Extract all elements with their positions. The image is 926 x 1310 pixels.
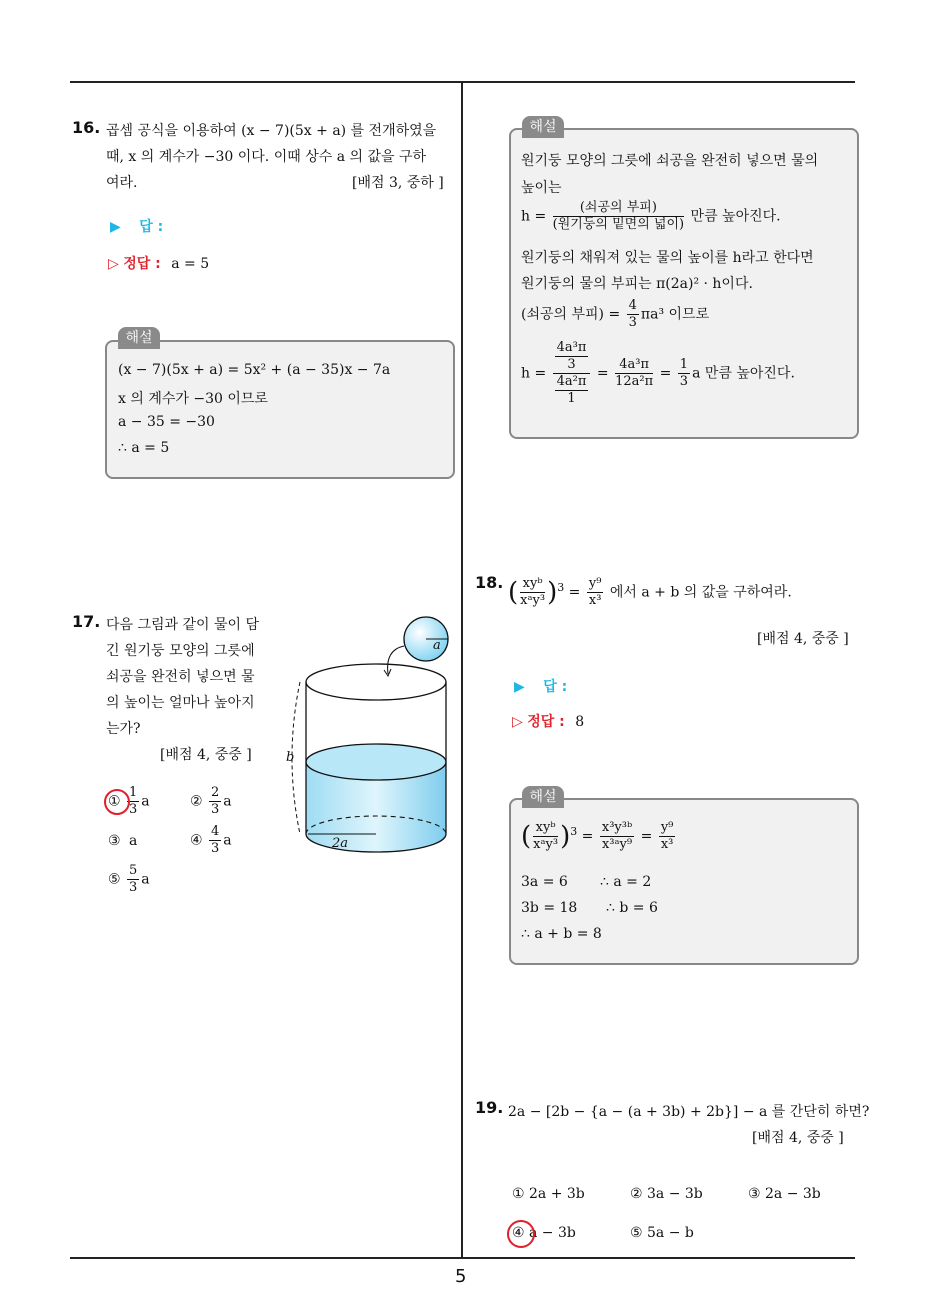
q16-correct-row (108, 253, 209, 273)
q16-sol-line3: a − 35 = −30 (118, 414, 215, 430)
q17-sol-line2: 높이는 (521, 180, 562, 196)
outline-triangle-icon: ▷ (108, 256, 119, 272)
frac-den: x³ᵃy⁹ (601, 837, 633, 852)
frac-num: 4a³π (556, 340, 587, 355)
q19-choice-4[interactable]: ④ a − 3b (512, 1225, 576, 1241)
q16-solution-tab: 해설 (118, 327, 160, 349)
q19-score: [배점 4, 중중 ] (752, 1130, 844, 1146)
choice-tail: a (223, 832, 232, 849)
frac-den: 3 (129, 802, 138, 817)
q16-solution-box (105, 340, 455, 479)
choice-tail: a (223, 793, 232, 810)
frac-den: x³ (660, 837, 674, 852)
frac-den: 3 (129, 880, 138, 895)
q18-score: [배점 4, 중중 ] (757, 631, 849, 647)
frac-num: xyᵇ (533, 820, 558, 837)
q16-correct-label: 정답 : (123, 256, 161, 272)
choice-mark: ② (190, 793, 203, 810)
frac-den: xᵃy³ (520, 593, 546, 608)
q16-text-line3: 여라. (106, 175, 138, 191)
frac-num: 4a²π (556, 374, 587, 389)
q19-choice-1[interactable]: ① 2a + 3b (512, 1186, 585, 1202)
q18-sol-line3a: 3b = 18 (521, 900, 578, 916)
q17-sol-line3 (521, 200, 781, 233)
selected-answer-circle (507, 1220, 535, 1248)
q19-choice-3[interactable]: ③ 2a − 3b (748, 1186, 821, 1202)
q17-sol-complex-fraction (553, 340, 591, 407)
choice-tail: a (141, 871, 150, 888)
q17-sol-line1: 원기둥 모양의 그릇에 쇠공을 완전히 넣으면 물의 (521, 153, 819, 169)
q17-choice-5[interactable] (108, 863, 150, 896)
selected-answer-circle (104, 789, 130, 815)
frac-num: xyᵇ (520, 576, 545, 593)
q17-sol-volume-fraction (553, 200, 684, 233)
bottom-rule (70, 1257, 855, 1259)
q17-sol-line4: 원기둥의 채워져 있는 물의 높이를 h라고 한다면 (521, 250, 814, 266)
q16-text-line1: 곱셈 공식을 이용하여 (x − 7)(5x + a) 를 전개하였을 (106, 123, 437, 139)
frac-num: 1 (129, 785, 138, 800)
equals: = (568, 584, 581, 601)
play-icon: ▶ (110, 219, 121, 235)
equals: = (596, 365, 609, 382)
choice-mark: ④ (190, 832, 203, 849)
q17-sol-frac-4-3 (627, 298, 639, 331)
q17-sol-line6b: πa³ 이므로 (640, 306, 710, 323)
choice-text: a (129, 833, 138, 849)
frac-den: 12a²π (615, 374, 654, 389)
q18-sol-line2a: 3a = 6 (521, 874, 568, 890)
q17-sol-line6a: (쇠공의 부피) = (521, 306, 621, 323)
q18-answer-label: 답 : (543, 679, 568, 695)
q17-score: [배점 4, 중중 ] (160, 747, 252, 763)
q18-correct-value: 8 (575, 714, 585, 730)
q17-number: 17. (72, 612, 101, 631)
q19-choice-2[interactable]: ② 3a − 3b (630, 1186, 703, 1202)
q16-number: 16. (72, 118, 101, 137)
q16-sol-line4: ∴ a = 5 (118, 440, 170, 456)
frac-num: y⁹ (588, 576, 602, 591)
outline-triangle-icon: ▷ (512, 714, 523, 730)
q17-sol-complex-den (553, 374, 591, 407)
frac-den: 3 (211, 802, 220, 817)
q18-tail: 에서 a + b 의 값을 구하여라. (609, 584, 792, 601)
q17-text-line3: 쇠공을 완전히 넣으면 물 (106, 669, 255, 685)
q18-text: ( $\frac{\text{xyᵇ}}{\text{xᵃy³}}$ )$^3$ = $\frac{\text{y⁹}}{\text{x³}}$ 에서 a + b 의 값을 구하여라. (508, 576, 792, 608)
q17-choice-2[interactable] (190, 785, 232, 818)
q18-correct-label: 정답 : (527, 714, 565, 730)
frac-num: 4a³π (615, 357, 653, 374)
choice-tail: a (141, 793, 150, 810)
q19-number: 19. (475, 1098, 504, 1117)
choice-mark: ③ (108, 833, 121, 849)
q17-solution-tab: 해설 (522, 116, 564, 138)
q19-choice-5[interactable]: ⑤ 5a − b (630, 1225, 694, 1241)
choice-mark: ⑤ (108, 871, 121, 888)
q16-correct-value: a = 5 (171, 256, 210, 272)
frac-num: 5 (129, 863, 138, 878)
q17-sol-den: (원기둥의 밑면의 넓이) (552, 217, 685, 232)
exponent: 3 (557, 580, 565, 594)
frac-den: 3 (567, 357, 576, 372)
q19-text: 2a − [2b − {a − (a + 3b) + 2b}] − a 를 간단히 하면? (508, 1104, 870, 1120)
q17-text-line1: 다음 그림과 같이 물이 담 (106, 617, 260, 633)
q17-sol-complex-num (553, 340, 591, 374)
q18-sol-line4: ∴ a + b = 8 (521, 926, 602, 942)
equals: = (659, 365, 672, 382)
q17-sol-frac2 (615, 357, 653, 390)
q17-sol-tail2: a 만큼 높아진다. (692, 365, 795, 382)
q18-rhs (587, 576, 604, 609)
frac-num: 1 (679, 357, 689, 372)
q17-sol-line5: 원기둥의 물의 부피는 π(2a)² · h이다. (521, 276, 753, 292)
frac-den: 1 (567, 391, 576, 406)
q18-number: 18. (475, 573, 504, 592)
q16-answer-label: 답 : (139, 219, 164, 235)
frac-den: 3 (679, 374, 689, 389)
q17-sol-tail1: 만큼 높아진다. (690, 208, 781, 225)
q18-solution-tab: 해설 (522, 786, 564, 808)
frac-den: x³ (588, 593, 602, 608)
frac-num: 4 (628, 298, 637, 313)
q17-text-line4: 의 높이는 얼마나 높아지 (106, 695, 255, 711)
fig-label-a: a (433, 638, 441, 653)
frac-num: 2 (211, 785, 220, 800)
q17-sol-line6 (521, 298, 709, 331)
q16-sol-line2: x 의 계수가 −30 이므로 (118, 391, 268, 407)
q18-sol-line1: ( $\frac{\text{xyᵇ}}{\text{xᵃy³}}$ )$^3$ = $\frac{\text{x³y³ᵇ}}{\text{x³ᵃy⁹}}$ = $\frac{\text{y⁹}}{\text{x³}}$ (521, 820, 674, 852)
column-divider (461, 81, 463, 1259)
exponent: 3 (570, 824, 578, 838)
q18-answer-row (514, 676, 567, 696)
frac-num: 4 (211, 824, 220, 839)
q16-text-line2: 때, x 의 계수가 −30 이다. 이때 상수 a 의 값을 구하 (106, 149, 427, 165)
q17-text-line2: 긴 원기둥 모양의 그릇에 (106, 643, 255, 659)
fig-label-b: b (286, 750, 295, 765)
q18-correct-row (512, 711, 584, 731)
q17-sol-h2: h = (521, 365, 547, 382)
page-number: 5 (455, 1266, 467, 1287)
q18-sol-line2b: ∴ a = 2 (600, 874, 652, 890)
q16-sol-line1: (x − 7)(5x + a) = 5x² + (a − 35)x − 7a (118, 362, 391, 378)
q17-choice-4[interactable] (190, 824, 232, 857)
choice-mark: ① (108, 793, 121, 810)
q18-frac (520, 576, 545, 609)
q16-answer-row (110, 216, 163, 236)
frac-den: 3 (628, 315, 637, 330)
fig-label-2a: 2a (332, 836, 349, 851)
q17-sol-h: h = (521, 208, 547, 225)
q17-sol-frac3 (678, 357, 690, 390)
q17-sol-line7 (521, 340, 795, 407)
frac-den: xᵃy³ (533, 837, 559, 852)
q18-sol-line3b: ∴ b = 6 (606, 900, 658, 916)
q16-score: [배점 3, 중하 ] (352, 175, 444, 191)
frac-den: 3 (211, 841, 220, 856)
q17-text-line5: 는가? (106, 721, 141, 737)
play-icon: ▶ (514, 679, 525, 695)
frac-num: x³y³ᵇ (601, 820, 633, 835)
q17-sol-num: (쇠공의 부피) (553, 200, 684, 217)
frac-num: y⁹ (660, 820, 674, 835)
q17-choice-3[interactable] (108, 833, 137, 849)
